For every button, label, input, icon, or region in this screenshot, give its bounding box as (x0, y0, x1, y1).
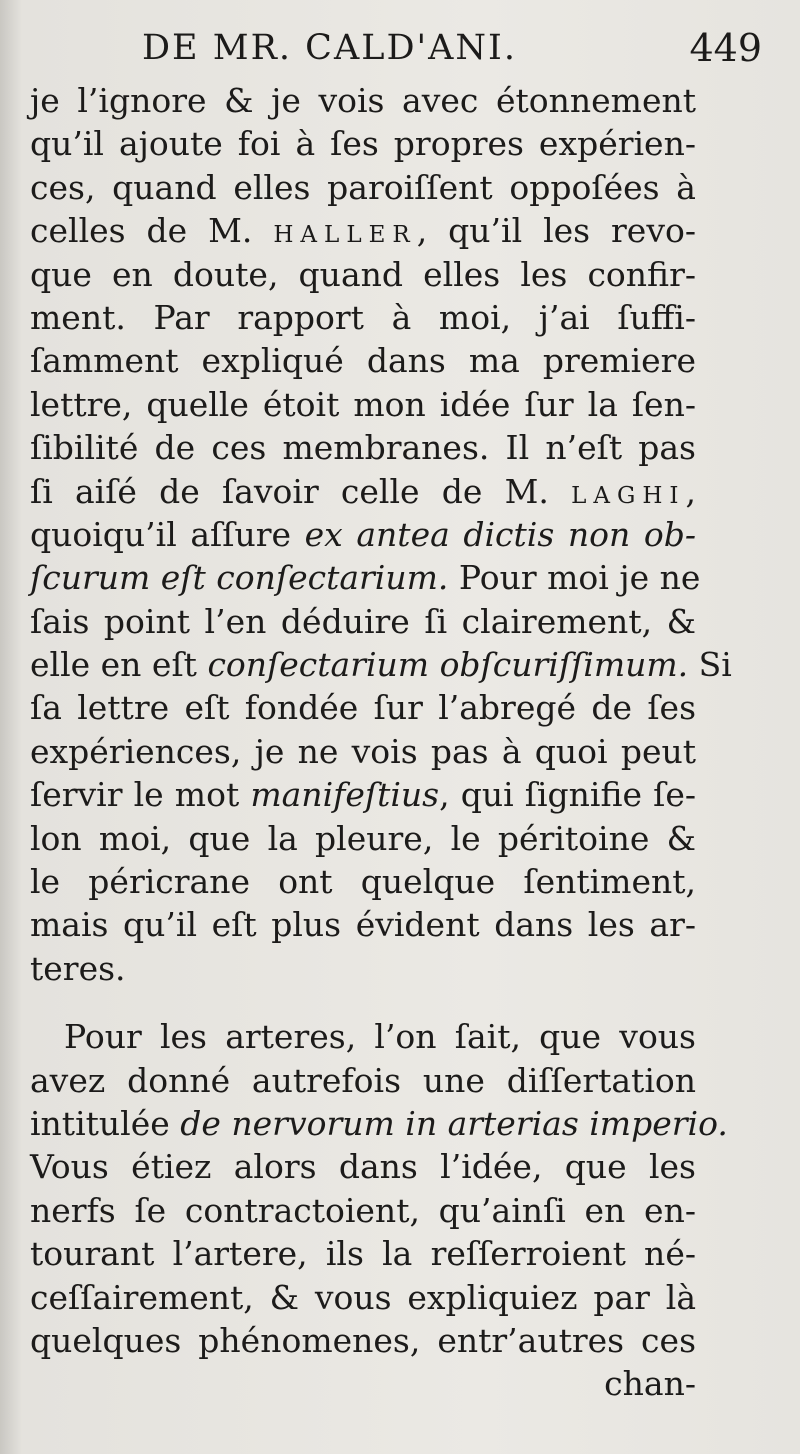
text-line: ſervir le mot manifeſtius, qui ſignifie ſe- (30, 775, 696, 815)
text-line: intitulée de nervorum in arterias imperio. (30, 1103, 728, 1143)
text-line: teres. (30, 948, 126, 988)
text-line: celles de M. haller, qu’il les revo- (30, 211, 696, 251)
text-line: lon moi, que la pleure, le péritoine & (30, 818, 696, 858)
text-line: Pour les arteres, l’on ſait, que vous (64, 1017, 696, 1057)
paragraph-gap (30, 990, 696, 1015)
text-line: ſcurum eſt conſectarium. Pour moi je ne (30, 558, 701, 598)
text-line: ceſſairement, & vous expliquiez par là (30, 1277, 696, 1317)
running-head: DE MR. CALD'ANI. (142, 28, 518, 68)
text-line: elle en eſt conſectarium obſcuriſſimum. Si (30, 645, 732, 685)
text-line: ces, quand elles paroiſſent oppoſées à (30, 167, 696, 207)
page-number: 449 (689, 26, 762, 70)
text-line: quoiqu’il aſſure ex antea dictis non ob- (30, 514, 696, 554)
text-line: ſais point l’en déduire ſi clairement, & (30, 601, 696, 641)
text-line: que en doute, quand elles les confir- (30, 254, 696, 294)
text-line: avez donné autrefois une diſſertation (30, 1060, 696, 1100)
text-line: je l’ignore & je vois avec étonnement (30, 81, 696, 120)
text-line: Vous étiez alors dans l’idée, que les (30, 1147, 696, 1187)
text-line: quelques phénomenes, entr’autres ces (30, 1320, 696, 1360)
text-line: tourant l’artere, ils la reſſerroient né- (30, 1234, 696, 1274)
text-line: qu’il ajoute foi à ſes propres expérien- (30, 124, 696, 164)
paragraph-1 (30, 79, 732, 990)
text-line: ſa lettre eſt fondée ſur l’abregé de ſes (30, 688, 696, 728)
text-line: ment. Par rapport à moi, j’ai ſuffi- (30, 297, 696, 337)
text-line: ſibilité de ces membranes. Il n’eſt pas (30, 428, 696, 468)
page-header (40, 22, 770, 74)
paragraph-2 (30, 1015, 728, 1362)
text-line: ſi aiſé de ſavoir celle de M. laghi, (30, 471, 696, 511)
text-line: expériences, je ne vois pas à quoi peut (30, 731, 696, 771)
text-line: lettre, quelle étoit mon idée ſur la ſen- (30, 384, 696, 424)
catchword: chan- (604, 1364, 696, 1404)
text-line: ſamment expliqué dans ma premiere (30, 341, 696, 381)
text-line: le péricrane ont quelque ſentiment, (30, 862, 696, 902)
text-line: mais qu’il eſt plus évident dans les ar- (30, 905, 696, 945)
text-line: nerfs ſe contractoient, qu’ainſi en en- (30, 1190, 696, 1230)
body-text (30, 79, 732, 1404)
